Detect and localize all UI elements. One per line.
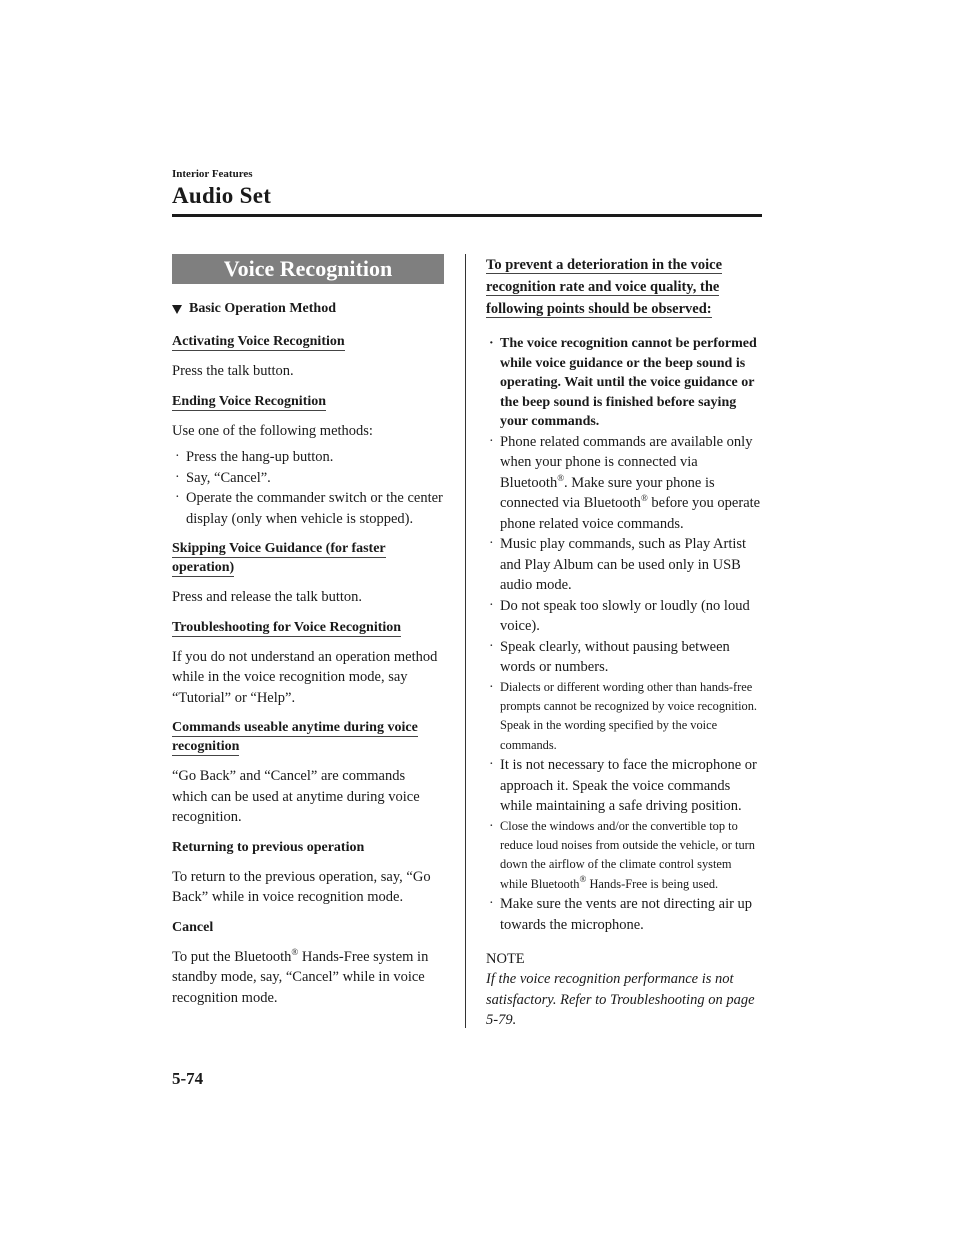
note-heading: NOTE [486, 951, 525, 968]
basic-operation-heading [172, 301, 444, 317]
header-rule [172, 214, 762, 217]
right-column [486, 254, 762, 1031]
troubleshooting-heading: Troubleshooting for Voice Recognition [172, 619, 402, 635]
section-banner: Voice Recognition [172, 254, 444, 284]
commands-heading: Commands useable anytime during voice recognition [172, 720, 418, 754]
list-item: · Operate the commander switch or the center display (only when vehicle is stopped). [175, 490, 443, 527]
list-item: · Close the windows and/or the convertible top to reduce loud noises from outside the vehicle, or turn down the airflow of the climate control system while Bluetooth® Hands-Free is being used. [489, 818, 755, 891]
list-item: · Music play commands, such as Play Artist and Play Album can be used only in USB audio mode. [489, 536, 747, 593]
page-title: Audio Set [172, 183, 272, 208]
skipping-heading: Skipping Voice Guidance (for faster operation) [172, 541, 386, 575]
ending-heading: Ending Voice Recognition [172, 393, 327, 409]
activating-text: Press the talk button. [172, 363, 294, 379]
note-text: If the voice recognition performance is not satisfactory. Refer to Troubleshooting on page 5-79. [486, 971, 755, 1029]
troubleshooting-text: If you do not understand an operation method while in the voice recognition mode, say “Tutorial” or “Help”. [172, 648, 438, 706]
list-item: · Speak clearly, without pausing between words or numbers. [489, 638, 730, 675]
triangle-down-icon [172, 305, 182, 314]
list-item: · Dialects or different wording other than hands-free prompts cannot be recognized by voice recognition. Speak in the wording specified by the voice commands. [489, 679, 758, 752]
basic-operation-heading-text: Basic Operation Method [189, 301, 336, 316]
list-item: · The voice recognition cannot be performed while voice guidance or the beep sound is operating. Wait until the voice guidance or the beep sound is finished before saying your commands. [489, 336, 757, 429]
ending-methods-list [172, 447, 444, 529]
list-item: · Phone related commands are available only when your phone is connected via Bluetooth®. Make sure your phone is connected via Bluetooth® before you operate phone related voice commands. [489, 433, 761, 532]
left-column [172, 254, 444, 1018]
cancel-heading: Cancel [172, 919, 214, 935]
section-label: Interior Features [172, 168, 253, 180]
list-item: · It is not necessary to face the microphone or approach it. Speak the voice commands while maintaining a safe driving position. [489, 757, 757, 815]
list-item: · Say, “Cancel”. [175, 469, 271, 486]
returning-heading: Returning to previous operation [172, 839, 365, 855]
activating-heading: Activating Voice Recognition [172, 334, 345, 349]
column-divider [465, 254, 466, 1028]
cancel-text: To put the Bluetooth® Hands-Free system in standby mode, say, “Cancel” while in voice recognition mode. [172, 946, 429, 1006]
returning-text: To return to the previous operation, say, “Go Back” while in voice recognition mode. [172, 868, 431, 905]
ending-intro: Use one of the following methods: [172, 422, 373, 439]
observe-points-heading: To prevent a deterioration in the voice recognition rate and voice quality, the following points should be observed: [486, 257, 723, 317]
list-item: · Make sure the vents are not directing air up towards the microphone. [489, 896, 753, 933]
skipping-text: Press and release the talk button. [172, 589, 363, 605]
page-number: 5-74 [172, 1069, 204, 1088]
observe-points-list [486, 334, 762, 935]
commands-text: “Go Back” and “Cancel” are commands which can be used at anytime during voice recognition. [172, 768, 420, 825]
list-item: · Press the hang-up button. [175, 449, 334, 465]
list-item: · Do not speak too slowly or loudly (no loud voice). [489, 597, 750, 634]
